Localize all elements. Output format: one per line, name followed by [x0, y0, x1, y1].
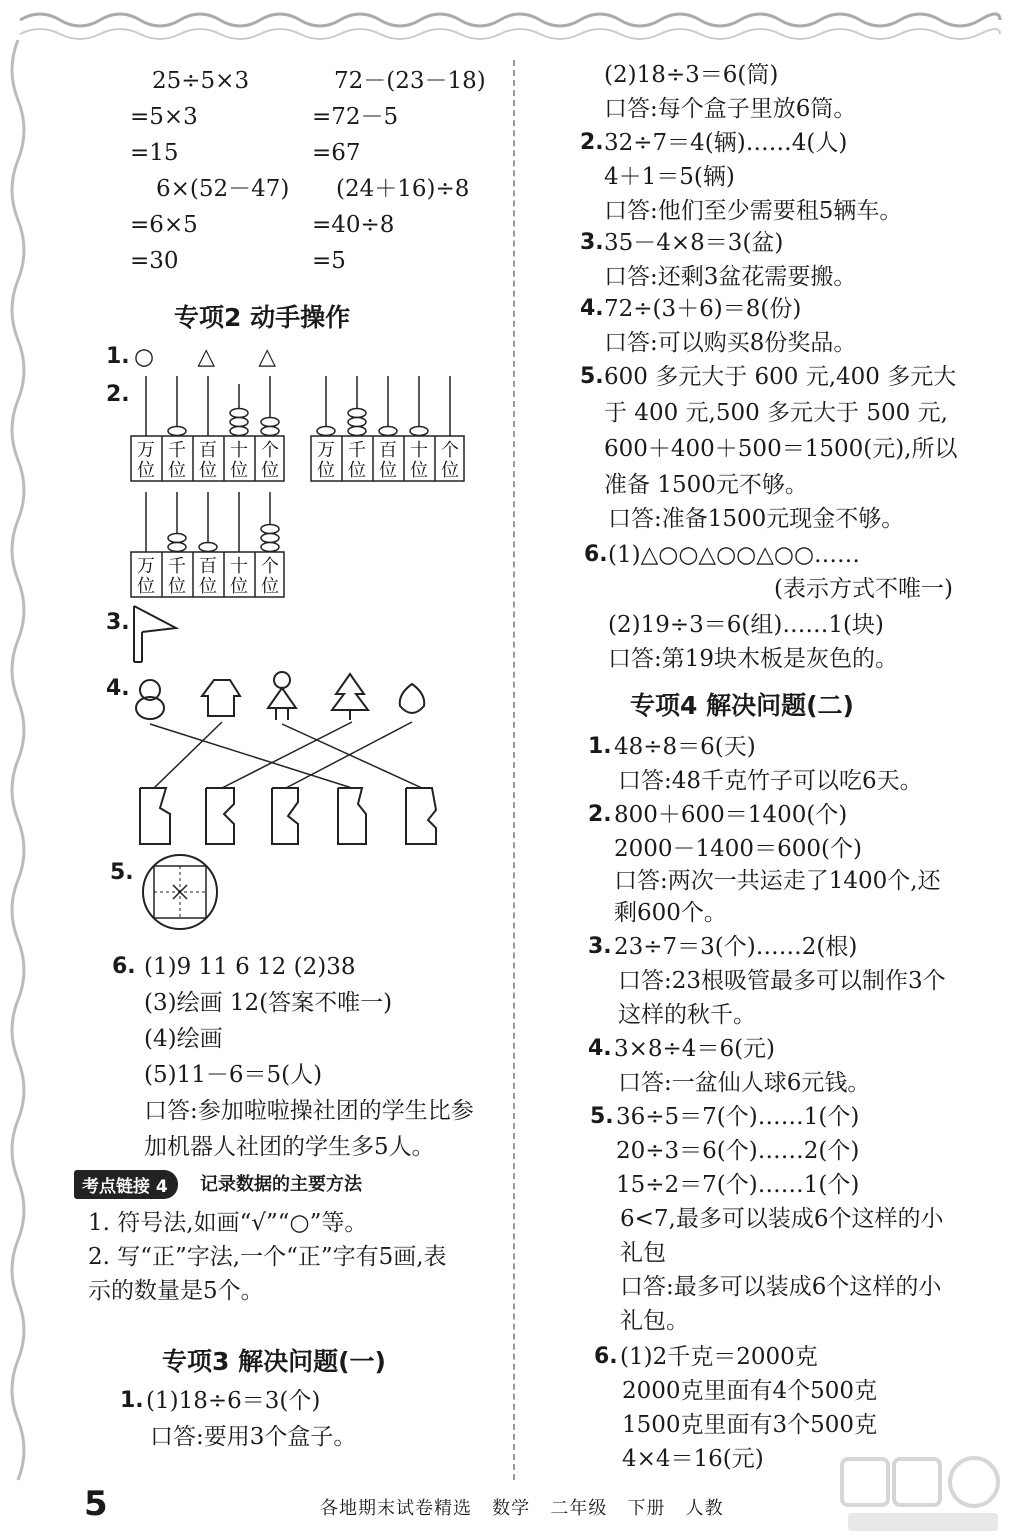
svg-text:百: 百: [379, 440, 397, 461]
s2-q6-line-2: (3)绘画 12(答案不唯一): [144, 990, 393, 1016]
s3-q5-number: 5.: [580, 364, 604, 389]
left-wave-border: [0, 40, 36, 1490]
s3-q3-number: 3.: [580, 230, 604, 255]
s4-q3-line-3: 这样的秋千。: [618, 1002, 756, 1028]
s4-q5-line-2: 20÷3＝6(个)……2(个): [616, 1138, 860, 1164]
svg-text:位: 位: [137, 460, 155, 481]
svg-text:位: 位: [317, 460, 335, 481]
calc-1-line-3: =15: [130, 140, 179, 166]
abacus-label-shi: 十: [230, 440, 248, 461]
svg-text:万: 万: [137, 556, 155, 577]
calc-2-line-3: =67: [312, 140, 361, 166]
s3-q5-line-1: 600 多元大于 600 元,400 多元大: [604, 364, 957, 390]
knowledge-link-tag: 考点链接 4: [74, 1170, 178, 1199]
s3-q4-line-1: 72÷(3＋6)＝8(份): [604, 296, 802, 322]
s3-q2-line-2: 4＋1＝5(辆): [604, 164, 735, 190]
svg-text:个: 个: [261, 556, 279, 577]
abacus-label-wan: 万: [137, 440, 155, 461]
s2-q1-shapes: ○ △ △: [134, 344, 295, 370]
calc-3-line-3: =30: [130, 248, 179, 274]
s3-q6-line-3: (2)19÷3＝6(组)……1(块): [608, 612, 884, 638]
s4-q4-line-1: 3×8÷4＝6(元): [614, 1036, 776, 1062]
s4-q2-number: 2.: [588, 802, 612, 827]
top-wave-border: [0, 0, 1018, 50]
s2-q3-number: 3.: [106, 610, 130, 635]
knowledge-link-title: 记录数据的主要方法: [200, 1174, 362, 1195]
s3-q1-line-2: 口答:要用3个盒子。: [150, 1424, 357, 1450]
s3-q4-line-2: 口答:可以购买8份奖品。: [604, 330, 857, 356]
svg-text:位: 位: [199, 460, 217, 481]
s3-q6-number: 6.: [584, 542, 608, 567]
s2-q4-number: 4.: [106, 676, 130, 701]
abacus-label-ge: 个: [261, 440, 279, 461]
s4-q3-number: 3.: [588, 934, 612, 959]
s4-q6-line-1: (1)2千克＝2000克: [620, 1344, 818, 1370]
svg-text:位: 位: [199, 576, 217, 597]
s4-q5-line-5: 礼包: [620, 1240, 666, 1266]
calc-4-line-1: (24＋16)÷8: [336, 176, 470, 202]
page-number: 5: [84, 1484, 108, 1524]
svg-text:千: 千: [168, 556, 186, 577]
girl-shape: [268, 672, 296, 720]
s4-q2-line-4: 剩600个。: [614, 900, 727, 926]
section-3-title: 专项3 解决问题(一): [162, 1347, 386, 1376]
s4-q6-line-4: 4×4＝16(元): [622, 1446, 764, 1472]
s4-q6-number: 6.: [594, 1344, 618, 1369]
s3-q2-line-1: 32÷7＝4(辆)……4(人): [604, 130, 848, 156]
s4-q5-number: 5.: [590, 1104, 614, 1129]
svg-text:位: 位: [261, 460, 279, 481]
s4-q1-line-2: 口答:48千克竹子可以吃6天。: [618, 768, 923, 794]
column-divider: [513, 60, 515, 1480]
svg-text:位: 位: [348, 460, 366, 481]
s2-q6-line-6: 加机器人社团的学生多5人。: [144, 1134, 435, 1160]
s4-q3-line-2: 口答:23根吸管最多可以制作3个: [618, 968, 946, 994]
s4-q4-number: 4.: [588, 1036, 612, 1061]
shape-matching-diagram: [126, 664, 446, 854]
s3-q6-line-1: (1)△○○△○○△○○……: [608, 542, 861, 568]
tree-shape: [332, 674, 368, 720]
calc-4-line-3: =5: [312, 248, 346, 274]
svg-text:位: 位: [168, 576, 186, 597]
s2-q6-line-1: (1)9 11 6 12 (2)38: [144, 954, 356, 980]
svg-text:位: 位: [230, 576, 248, 597]
s2-q6-line-4: (5)11－6＝5(人): [144, 1062, 323, 1088]
abacus-label-bai: 百: [199, 440, 217, 461]
calc-4-line-2: =40÷8: [312, 212, 395, 238]
s2-q6-line-5: 口答:参加啦啦操社团的学生比参: [144, 1098, 474, 1124]
s3-q2-line-3: 口答:他们至少需要租5辆车。: [604, 198, 903, 224]
calc-1-line-2: =5×3: [130, 104, 198, 130]
s3-q1-line-1: (1)18÷6＝3(个): [146, 1388, 321, 1414]
s3-q2-number: 2.: [580, 130, 604, 155]
s4-q5-line-4: 6<7,最多可以装成6个这样的小: [620, 1206, 944, 1232]
footer-book-info: 各地期末试卷精选 数学 二年级 下册 人教: [320, 1498, 724, 1519]
s3-q3-line-1: 35－4×8＝3(盆): [604, 230, 784, 256]
s3-q1-cont-line-1: (2)18÷3＝6(筒): [604, 62, 779, 88]
s4-q1-line-1: 48÷8＝6(天): [614, 734, 756, 760]
abacus-1: [130, 376, 285, 486]
s4-q2-line-2: 2000－1400＝600(个): [614, 836, 862, 862]
s2-q1-number: 1.: [106, 344, 130, 369]
s4-q6-line-2: 2000克里面有4个500克: [622, 1378, 878, 1404]
s4-q3-line-1: 23÷7＝3(个)……2(根): [614, 934, 858, 960]
svg-text:位: 位: [379, 460, 397, 481]
peach-shape: [400, 684, 425, 713]
svg-text:个: 个: [441, 440, 459, 461]
calc-2-line-2: =72－5: [312, 104, 399, 130]
abacus-2: [310, 376, 465, 486]
link-line-3: 示的数量是5个。: [88, 1278, 264, 1304]
s3-q5-line-3: 600＋400＋500＝1500(元),所以: [604, 436, 958, 462]
s3-q6-note: (表示方式不唯一): [774, 576, 953, 602]
svg-text:百: 百: [199, 556, 217, 577]
svg-text:位: 位: [168, 460, 186, 481]
link-line-1: 1. 符号法,如画“√”“○”等。: [88, 1210, 368, 1236]
s2-q2-number: 2.: [106, 382, 130, 407]
s2-q6-number: 6.: [112, 954, 136, 979]
svg-text:位: 位: [441, 460, 459, 481]
folded-paper-diagram: [140, 852, 220, 932]
s3-q4-number: 4.: [580, 296, 604, 321]
s3-q3-line-2: 口答:还剩3盆花需要搬。: [604, 264, 857, 290]
s4-q6-line-3: 1500克里面有3个500克: [622, 1412, 878, 1438]
svg-text:十: 十: [230, 556, 248, 577]
svg-text:位: 位: [230, 460, 248, 481]
s4-q2-line-1: 800＋600＝1400(个): [614, 802, 848, 828]
s2-q5-number: 5.: [110, 860, 134, 885]
watermark-logo: [838, 1455, 1008, 1535]
house-shape: [202, 680, 240, 716]
svg-text:万: 万: [317, 440, 335, 461]
section-4-title: 专项4 解决问题(二): [630, 691, 854, 720]
s4-q4-line-2: 口答:一盆仙人球6元钱。: [618, 1070, 871, 1096]
calc-1-line-1: 25÷5×3: [152, 68, 250, 94]
svg-text:千: 千: [348, 440, 366, 461]
s3-q1-number: 1.: [120, 1388, 144, 1413]
gourd-shape: [136, 680, 164, 719]
svg-text:十: 十: [410, 440, 428, 461]
section-2-title: 专项2 动手操作: [174, 303, 351, 332]
svg-text:位: 位: [410, 460, 428, 481]
s3-q5-line-4: 准备 1500元不够。: [604, 472, 808, 498]
calc-3-line-2: =6×5: [130, 212, 198, 238]
s3-q1-cont-line-2: 口答:每个盒子里放6筒。: [604, 96, 857, 122]
s3-q5-line-5: 口答:准备1500元现金不够。: [608, 506, 905, 532]
s3-q5-line-2: 于 400 元,500 多元大于 500 元,: [604, 400, 948, 426]
flag-drawing: [128, 604, 188, 668]
s4-q5-line-6: 口答:最多可以装成6个这样的小: [620, 1274, 942, 1300]
calc-3-line-1: 6×(52－47): [156, 176, 290, 202]
s4-q1-number: 1.: [588, 734, 612, 759]
svg-text:位: 位: [137, 576, 155, 597]
svg-text:位: 位: [261, 576, 279, 597]
link-line-2: 2. 写“正”字法,一个“正”字有5画,表: [88, 1244, 447, 1270]
s4-q5-line-1: 36÷5＝7(个)……1(个): [616, 1104, 860, 1130]
s4-q2-line-3: 口答:两次一共运走了1400个,还: [614, 868, 941, 894]
abacus-label-qian: 千: [168, 440, 186, 461]
s4-q5-line-7: 礼包。: [620, 1308, 689, 1334]
s3-q6-line-4: 口答:第19块木板是灰色的。: [608, 646, 899, 672]
s4-q5-line-3: 15÷2＝7(个)……1(个): [616, 1172, 860, 1198]
calc-2-line-1: 72－(23－18): [334, 68, 486, 94]
abacus-3: [130, 492, 285, 602]
s2-q6-line-3: (4)绘画: [144, 1026, 223, 1052]
